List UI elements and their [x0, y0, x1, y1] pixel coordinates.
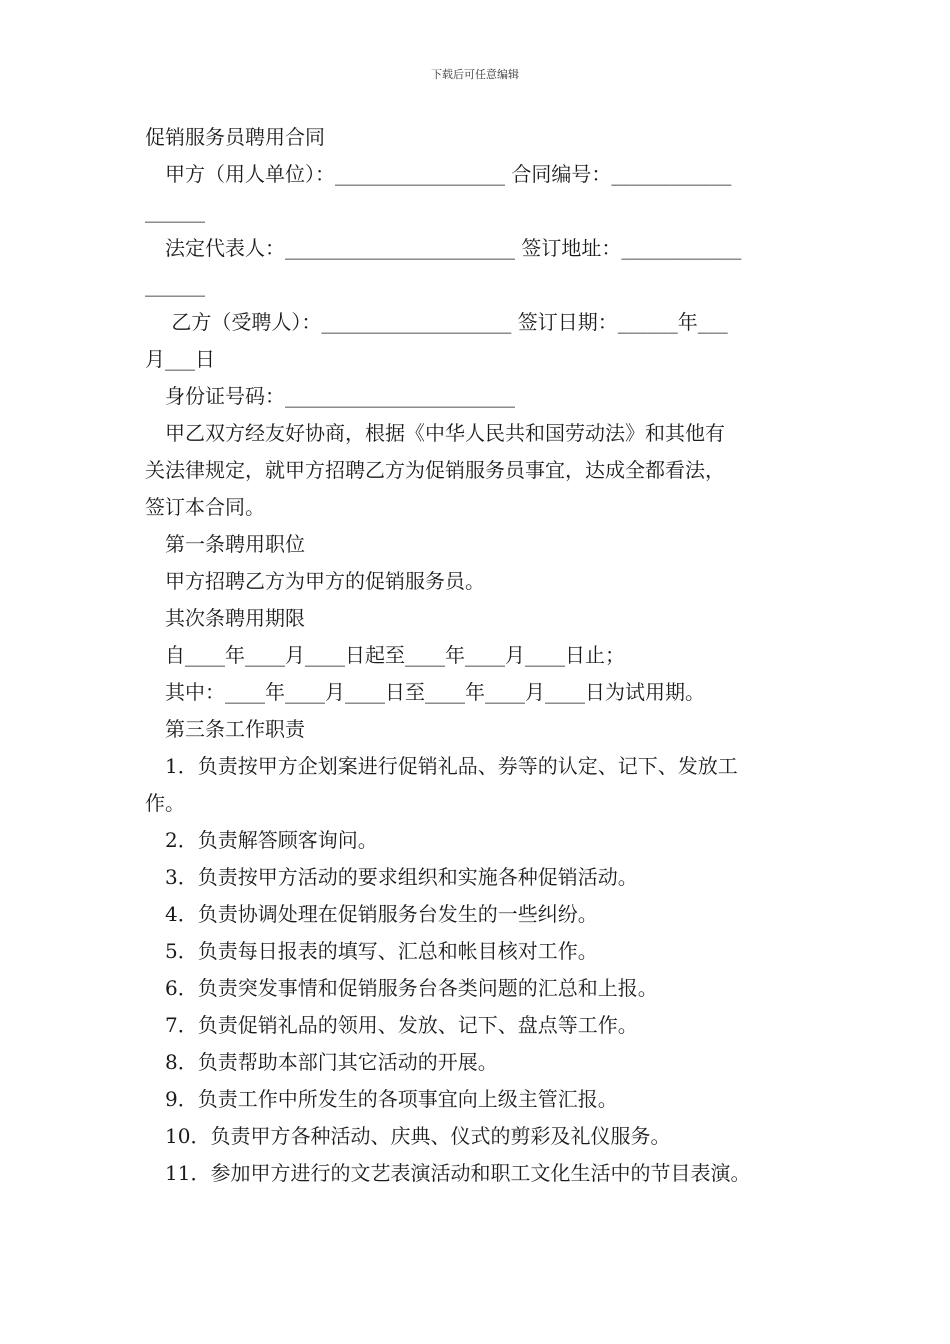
duty-item: 9．负责工作中所发生的各项事宜向上级主管汇报。 [165, 1087, 618, 1111]
intro-paragraph-line-3: 签订本合同。 [145, 495, 265, 519]
duty-item: 5．负责每日报表的填写、汇总和帐目核对工作。 [165, 939, 598, 963]
duty-item: 1．负责按甲方企划案进行促销礼品、券等的认定、记下、发放工 [165, 754, 738, 778]
party-b-line-wrap: 月___日 [145, 347, 215, 371]
intro-paragraph-line-2: 关法律规定，就甲方招聘乙方为促销服务员事宜，达成全都看法， [145, 458, 725, 482]
party-a-line: 甲方（用人单位）：_________________ 合同编号：____________ [165, 162, 732, 186]
id-number-line: 身份证号码：_______________________ [165, 384, 515, 408]
legal-rep-line-wrap: ______ [145, 273, 205, 297]
duty-item: 2．负责解答顾客询问。 [165, 828, 378, 852]
duty-item: 10．负责甲方各种活动、庆典、仪式的剪彩及礼仪服务。 [165, 1124, 671, 1148]
party-b-line: 乙方（受聘人）：___________________ 签订日期：______年___ [165, 310, 728, 334]
legal-rep-line: 法定代表人：_______________________ 签订地址：____________ [165, 236, 742, 260]
intro-paragraph-line-1: 甲乙双方经友好协商，根据《中华人民共和国劳动法》和其他有 [165, 421, 725, 445]
duty-item: 7．负责促销礼品的领用、发放、记下、盘点等工作。 [165, 1013, 638, 1037]
duty-item: 4．负责协调处理在促销服务台发生的一些纠纷。 [165, 902, 598, 926]
article-1-body: 甲方招聘乙方为甲方的促销服务员。 [165, 569, 485, 593]
party-a-line-wrap: ______ [145, 199, 205, 223]
article-3-title: 第三条工作职责 [165, 717, 305, 741]
page-header-note: 下载后可任意编辑 [431, 68, 519, 81]
duty-item: 8．负责帮助本部门其它活动的开展。 [165, 1050, 498, 1074]
article-2-probation-line: 其中：____年____月____日至____年____月____日为试用期。 [165, 680, 705, 704]
duty-item: 6．负责突发事情和促销服务台各类问题的汇总和上报。 [165, 976, 658, 1000]
duty-item-wrap: 作。 [145, 791, 185, 815]
duty-item: 11．参加甲方进行的文艺表演活动和职工文化生活中的节目表演。 [165, 1161, 751, 1185]
document-title: 促销服务员聘用合同 [145, 125, 325, 149]
duty-item: 3．负责按甲方活动的要求组织和实施各种促销活动。 [165, 865, 638, 889]
document-body [145, 119, 810, 1192]
article-2-title: 其次条聘用期限 [165, 606, 305, 630]
article-1-title: 第一条聘用职位 [165, 532, 305, 556]
article-2-term-line: 自____年____月____日起至____年____月____日止； [165, 643, 625, 667]
